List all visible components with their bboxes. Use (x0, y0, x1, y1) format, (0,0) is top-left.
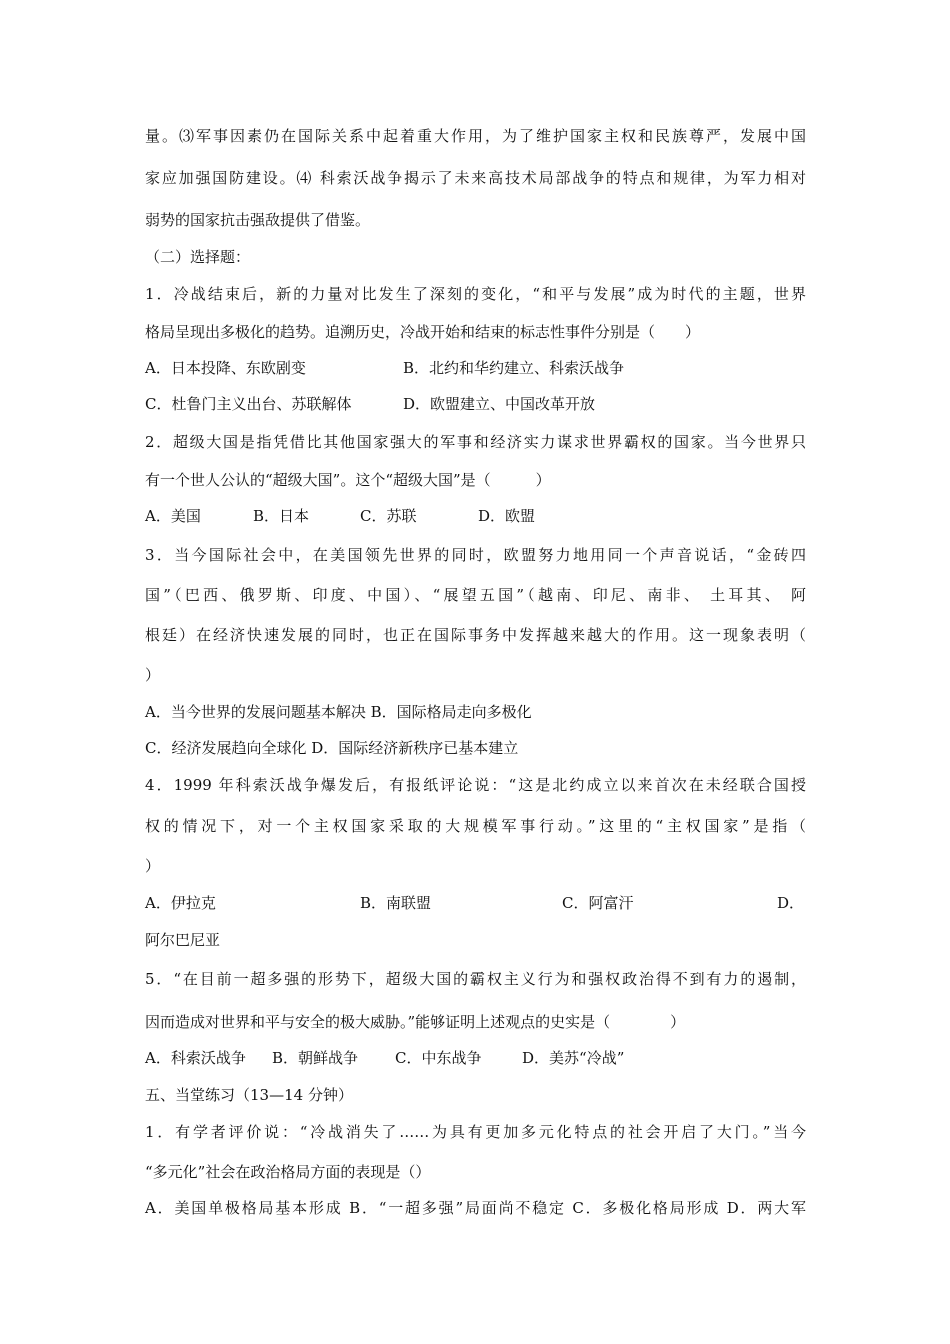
question-2-text: 2．超级大国是指凭借比其他国家强大的军事和经济实力谋求世界霸权的国家。当今世界只 (145, 433, 806, 451)
question-1-text: 格局呈现出多极化的趋势。追溯历史，冷战开始和结束的标志性事件分别是（ ） (145, 323, 701, 341)
option-c: C．中东战争 (395, 1049, 482, 1067)
question-1-options-row (145, 358, 806, 378)
question-3-text: 国”（巴西、俄罗斯、印度、中国）、“展望五国”（越南、印尼、南非、 土耳其、 阿 (145, 586, 806, 604)
exercise-1-text: “多元化”社会在政治格局方面的表现是（） (145, 1163, 431, 1181)
question-3-options-row: A．当今世界的发展问题基本解决 B．国际格局走向多极化 (145, 703, 532, 721)
option-a: A．伊拉克 (145, 894, 216, 912)
question-2-text: 有一个世人公认的“超级大国”。这个“超级大国”是（ ） (145, 471, 551, 489)
question-4-text: 权的情况下，对一个主权国家采取的大规模军事行动。”这里的“主权国家”是指（ (145, 817, 806, 835)
question-4-text: ） (145, 857, 161, 875)
section-heading: （二）选择题： (145, 248, 251, 266)
question-1-text: 1．冷战结束后，新的力量对比发生了深刻的变化，“和平与发展”成为时代的主题，世界 (145, 285, 806, 303)
option-b: B．朝鲜战争 (272, 1049, 359, 1067)
option-c: C．苏联 (360, 507, 417, 525)
question-4-option-d-text: 阿尔巴尼亚 (145, 931, 221, 949)
text-line: 家应加强国防建设。⑷ 科索沃战争揭示了未来高技术局部战争的特点和规律，为军力相对 (145, 169, 806, 187)
option-d: D．欧盟 (478, 507, 536, 525)
exercise-1-options-row: A．美国单极格局基本形成 B．“一超多强”局面尚不稳定 C．多极化格局形成 D．两大军 (145, 1199, 806, 1217)
question-3-text: 根廷）在经济快速发展的同时，也正在国际事务中发挥越来越大的作用。这一现象表明（ (145, 626, 806, 644)
text-line: 量。⑶军事因素仍在国际关系中起着重大作用，为了维护国家主权和民族尊严，发展中国 (145, 127, 806, 145)
text-line: 弱势的国家抗击强敌提供了借鉴。 (145, 211, 371, 229)
option-a: A．美国 (145, 507, 201, 525)
option-d: D．美苏“冷战” (522, 1049, 625, 1067)
option-a: A．科索沃战争 (145, 1049, 246, 1067)
question-5-options-row (145, 1048, 806, 1068)
question-4-text: 4．1999 年科索沃战争爆发后，有报纸评论说：“这是北约成立以来首次在未经联合国授 (145, 776, 806, 794)
exercise-1-text: 1．有学者评价说：“冷战消失了……为具有更加多元化特点的社会开启了大门。”当今 (145, 1123, 806, 1141)
question-3-text: ） (145, 666, 161, 684)
option-a: A．日本投降、东欧剧变 (145, 359, 306, 377)
question-3-options-row: C．经济发展趋向全球化 D．国际经济新秩序已基本建立 (145, 739, 519, 757)
question-5-text: 因而造成对世界和平与安全的极大威胁。”能够证明上述观点的史实是（ ） (145, 1013, 686, 1031)
question-5-text: 5．“在目前一超多强的形势下，超级大国的霸权主义行为和强权政治得不到有力的遏制， (145, 970, 806, 988)
question-2-options-row (145, 506, 806, 526)
question-1-options-row (145, 394, 806, 414)
question-4-options-row (145, 893, 806, 913)
option-c: C．杜鲁门主义出台、苏联解体 (145, 395, 352, 413)
section-heading: 五、当堂练习（13—14 分钟） (145, 1086, 353, 1104)
option-d: D．欧盟建立、中国改革开放 (403, 395, 596, 413)
option-b: B．日本 (253, 507, 310, 525)
option-b: B．北约和华约建立、科索沃战争 (403, 359, 625, 377)
option-b: B．南联盟 (360, 894, 432, 912)
option-c: C．阿富汗 (562, 894, 634, 912)
question-3-text: 3．当今国际社会中，在美国领先世界的同时，欧盟努力地用同一个声音说话，“金砖四 (145, 546, 806, 564)
option-d: D． (777, 894, 805, 912)
